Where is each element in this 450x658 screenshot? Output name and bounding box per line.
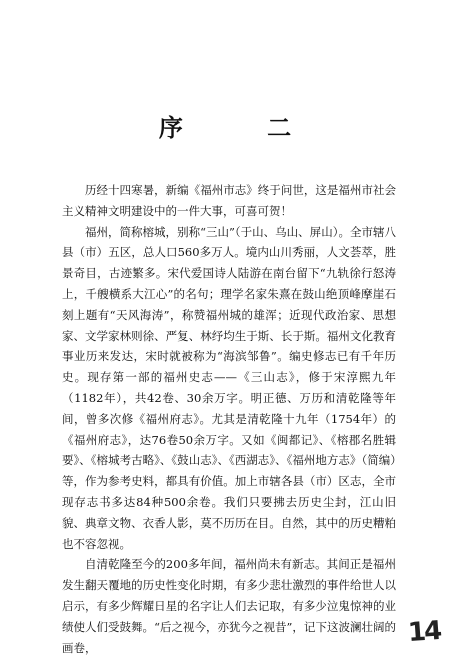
paragraph: 福州，简称榕城，别称“三山”（于山、乌山、屏山）。全市辖八县（市）五区，总人口560多万人。境内山川秀丽，人文荟萃，胜景奇目，古迹繁多。宋代爱国诗人陆游在南台留下“九轨徐行怒涛上，千艘横系大江心”的名句；理学名家朱熹在鼓山绝顶峰摩崖石刻上题有“天风海涛”，称赞福州城的雄浑；近现代政治家、思想家、文学家林则徐、严复、林纾均生于斯、长于斯。福州文化教育事业历来发达，宋时就被称为“海滨邹鲁”。编史修志已有千年历史。现存第一部的福州史志——《三山志》，修于宋淳熙九年（1182年），共42卷、30余万字。明正德、万历和清乾隆等年间，曾多次修《福州府志》。尤其是清乾隆十九年（1754年）的《福州府志》，达76卷50余万字。又如《闽都记》、《榕郡名胜辑要》、《榕城考古略》、《鼓山志》、《西湖志》、《福州地方志》（简编）等，作为参考史料，都具有价值。加上市辖各县（市）区志，全市现存志书多达84种500余卷。我们只要拂去历史尘封，江山旧貌、典章文物、衣香人影，莫不历历在目。自然，其中的历史糟粕也不容忽视。	[62, 224, 396, 551]
body-text	[62, 180, 396, 658]
page-number: 14	[406, 615, 442, 649]
paragraph: 自清乾隆至今的200多年间，福州尚未有新志。其间正是福州发生翻天覆地的历史性变化时期，有多少悲壮激烈的事件给世人以启示，有多少辉耀日星的名字让人们去记取，有多少泣鬼惊神的业绩使人们受鼓舞。“后之视今，亦犹今之视昔”，记下这波澜壮阔的画卷，	[62, 557, 396, 655]
paragraph: 历经十四寒暑，新编《福州市志》终于问世，这是福州市社会主义精神文明建设中的一件大事，可喜可贺！	[62, 183, 396, 218]
page-title: 序 二	[158, 113, 330, 142]
